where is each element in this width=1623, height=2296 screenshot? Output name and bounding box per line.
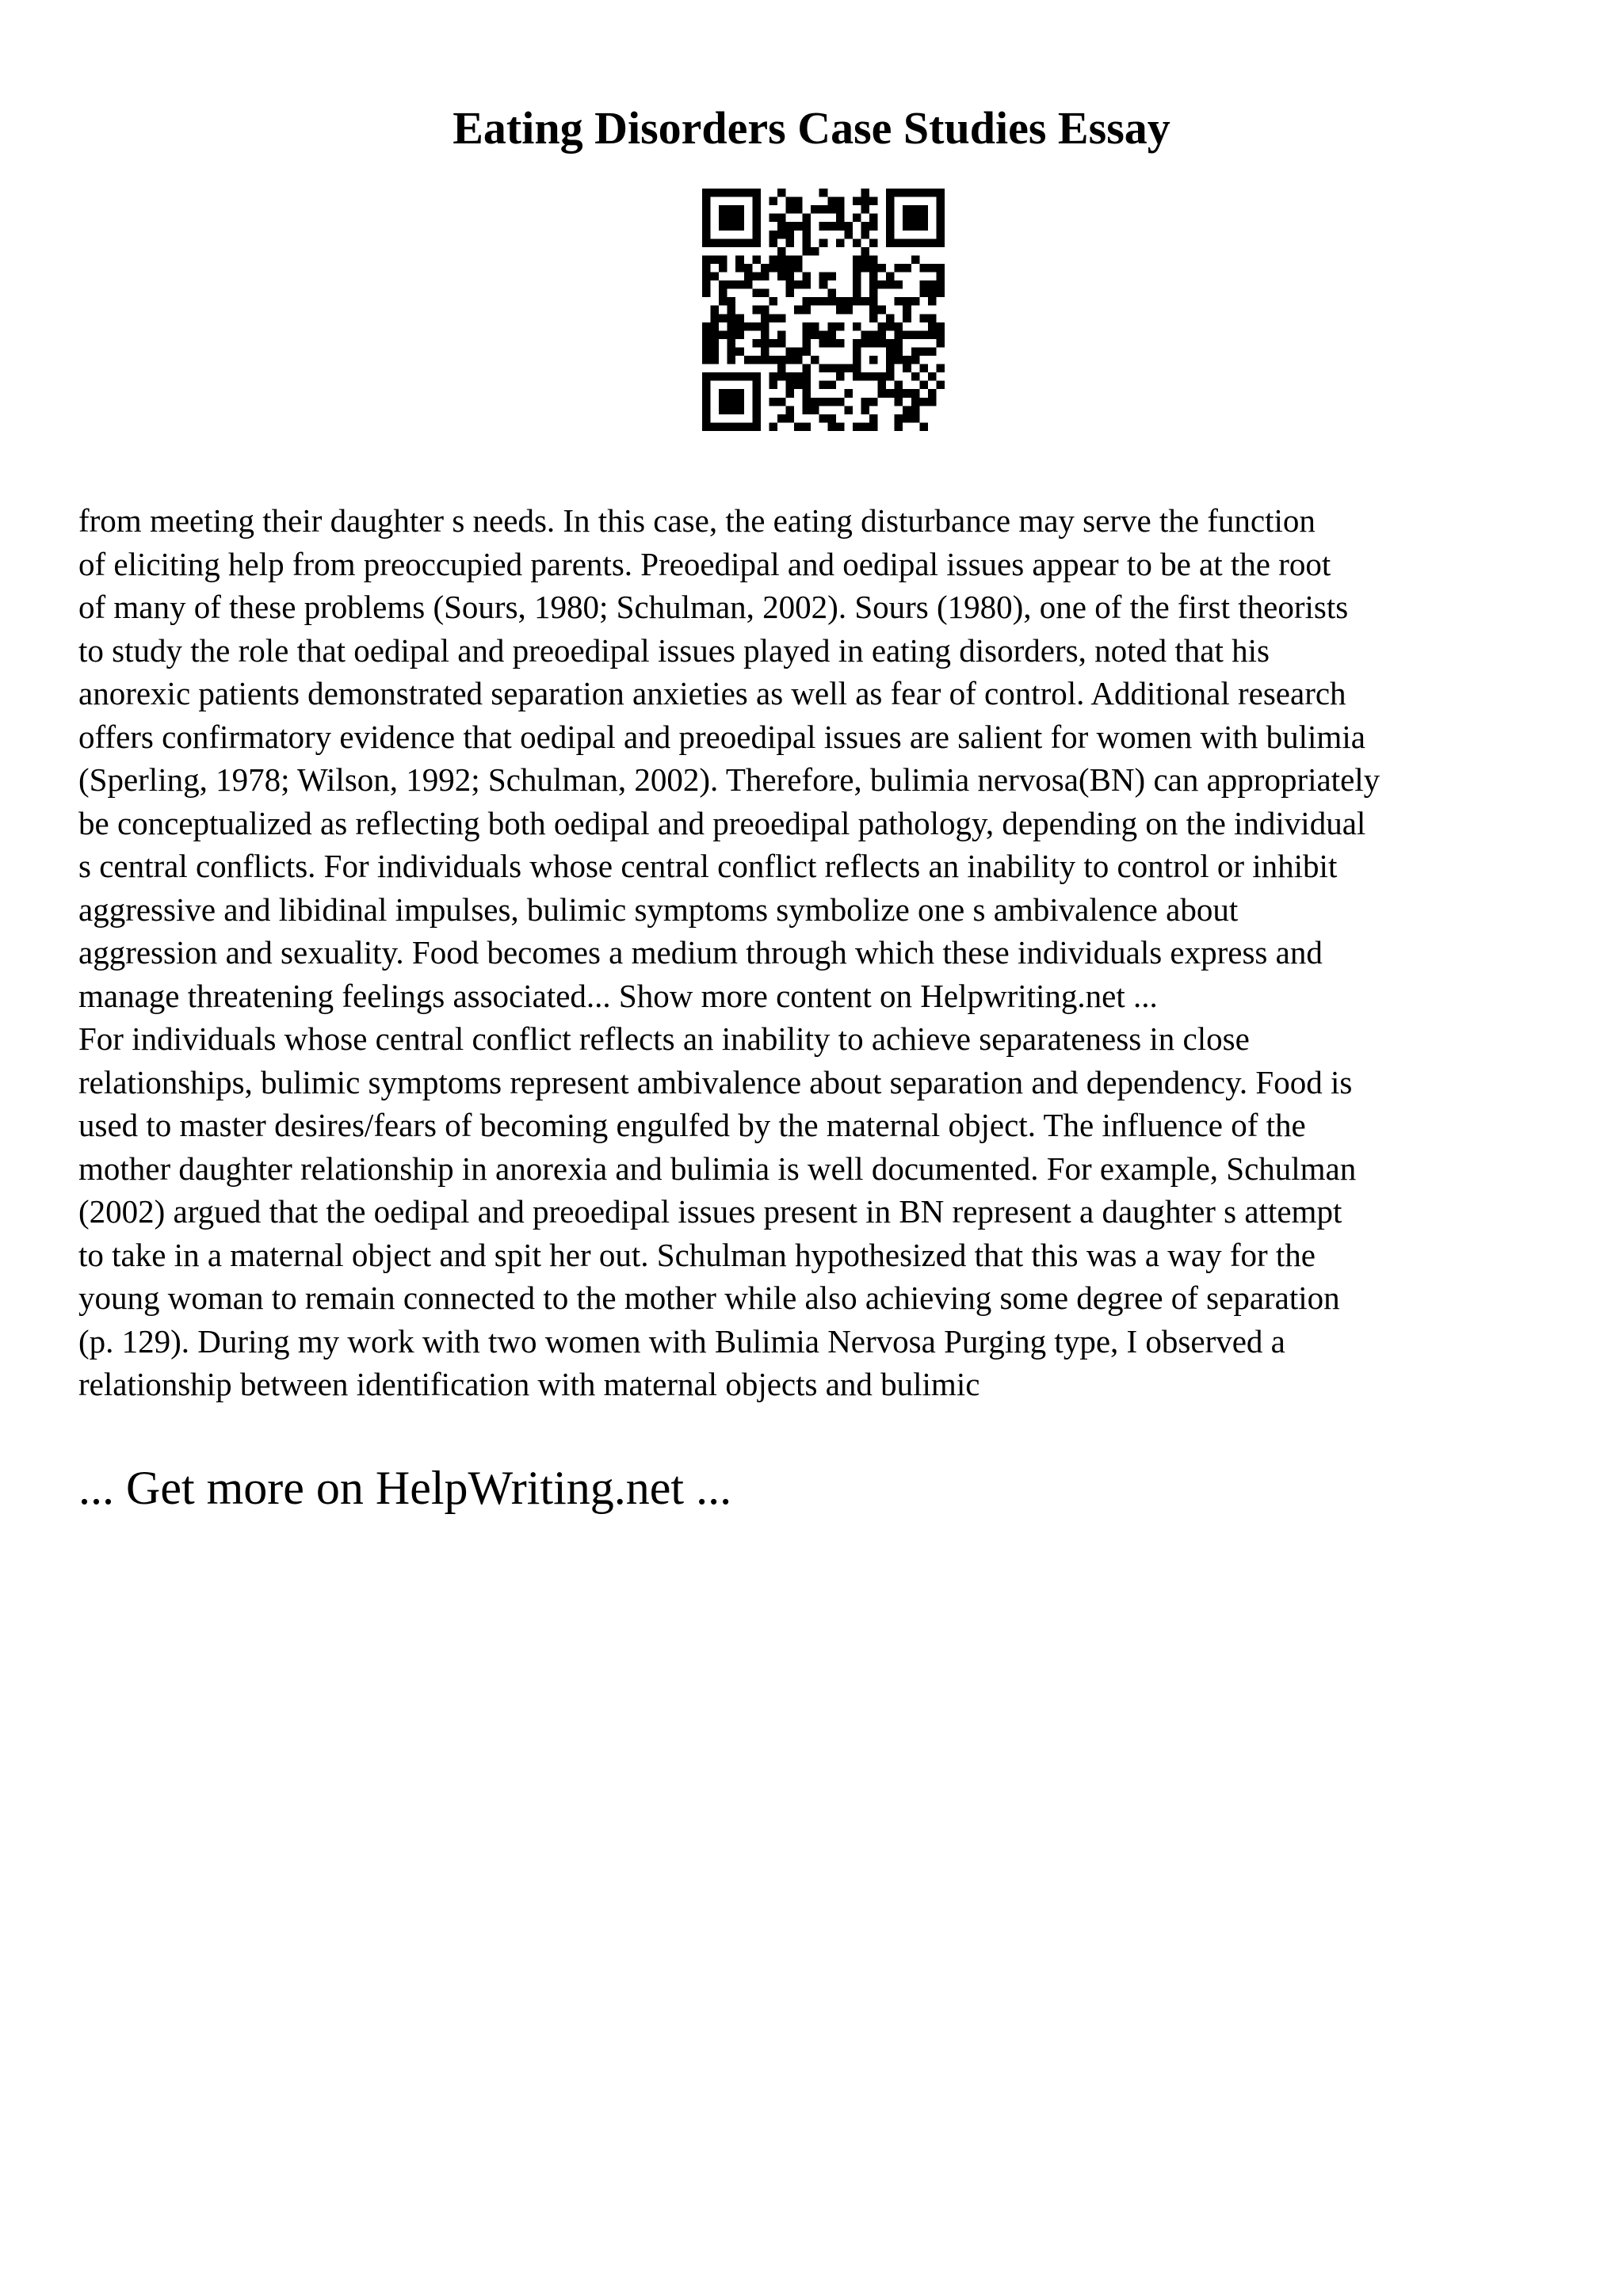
text-line: mother daughter relationship in anorexia and bulimia is well documented. For example, Schulman [78,1150,1357,1187]
text-line: (2002) argued that the oedipal and preoedipal issues present in BN represent a daughter s attempt [78,1193,1342,1230]
text-line: For individuals whose central conflict reflects an inability to achieve separateness in close [78,1020,1250,1057]
text-line: offers confirmatory evidence that oedipal and preoedipal issues are salient for women with bulimia [78,718,1365,755]
text-line: relationship between identification with maternal objects and bulimic [78,1366,980,1402]
text-line: aggressive and libidinal impulses, bulimic symptoms symbolize one s ambivalence about [78,891,1239,928]
text-line: to study the role that oedipal and preoedipal issues played in eating disorders, noted that his [78,631,1270,669]
text-line: (Sperling, 1978; Wilson, 1992; Schulman, 2002). Therefore, bulimia nervosa(BN) can appropriately [78,761,1381,798]
text-line: aggression and sexuality. Food becomes a medium through which these individuals express and [78,934,1323,971]
qr-code-icon [702,189,945,431]
text-line: anorexic patients demonstrated separation anxieties as well as fear of control. Additional research [78,675,1346,711]
text-line: to take in a maternal object and spit her out. Schulman hypothesized that this was a way for the [78,1236,1316,1273]
get-more-link[interactable]: ... Get more on HelpWriting.net ... [78,1462,732,1514]
text-line: relationships, bulimic symptoms represent ambivalence about separation and dependency. Food is [78,1063,1353,1100]
essay-excerpt [78,499,1568,1406]
text-line: from meeting their daughter s needs. In this case, the eating disturbance may serve the function [78,502,1316,539]
text-line: (p. 129). During my work with two women with Bulimia Nervosa Purging type, I observed a [78,1322,1285,1360]
text-line: young woman to remain connected to the mother while also achieving some degree of separation [78,1280,1340,1316]
text-line: be conceptualized as reflecting both oedipal and preoedipal pathology, depending on the individual [78,804,1366,841]
text-line: used to master desires/fears of becoming engulfed by the maternal object. The influence of the [78,1107,1306,1143]
text-line: of eliciting help from preoccupied parents. Preoedipal and oedipal issues appear to be at the root [78,545,1331,582]
text-line: of many of these problems (Sours, 1980; Schulman, 2002). Sours (1980), one of the first theorists [78,589,1349,625]
text-line: manage threatening feelings associated... Show more content on Helpwriting.net ... [78,977,1158,1014]
text-line: s central conflicts. For individuals whose central conflict reflects an inability to control or inhibit [78,848,1338,884]
page-title: Eating Disorders Case Studies Essay [453,102,1170,154]
